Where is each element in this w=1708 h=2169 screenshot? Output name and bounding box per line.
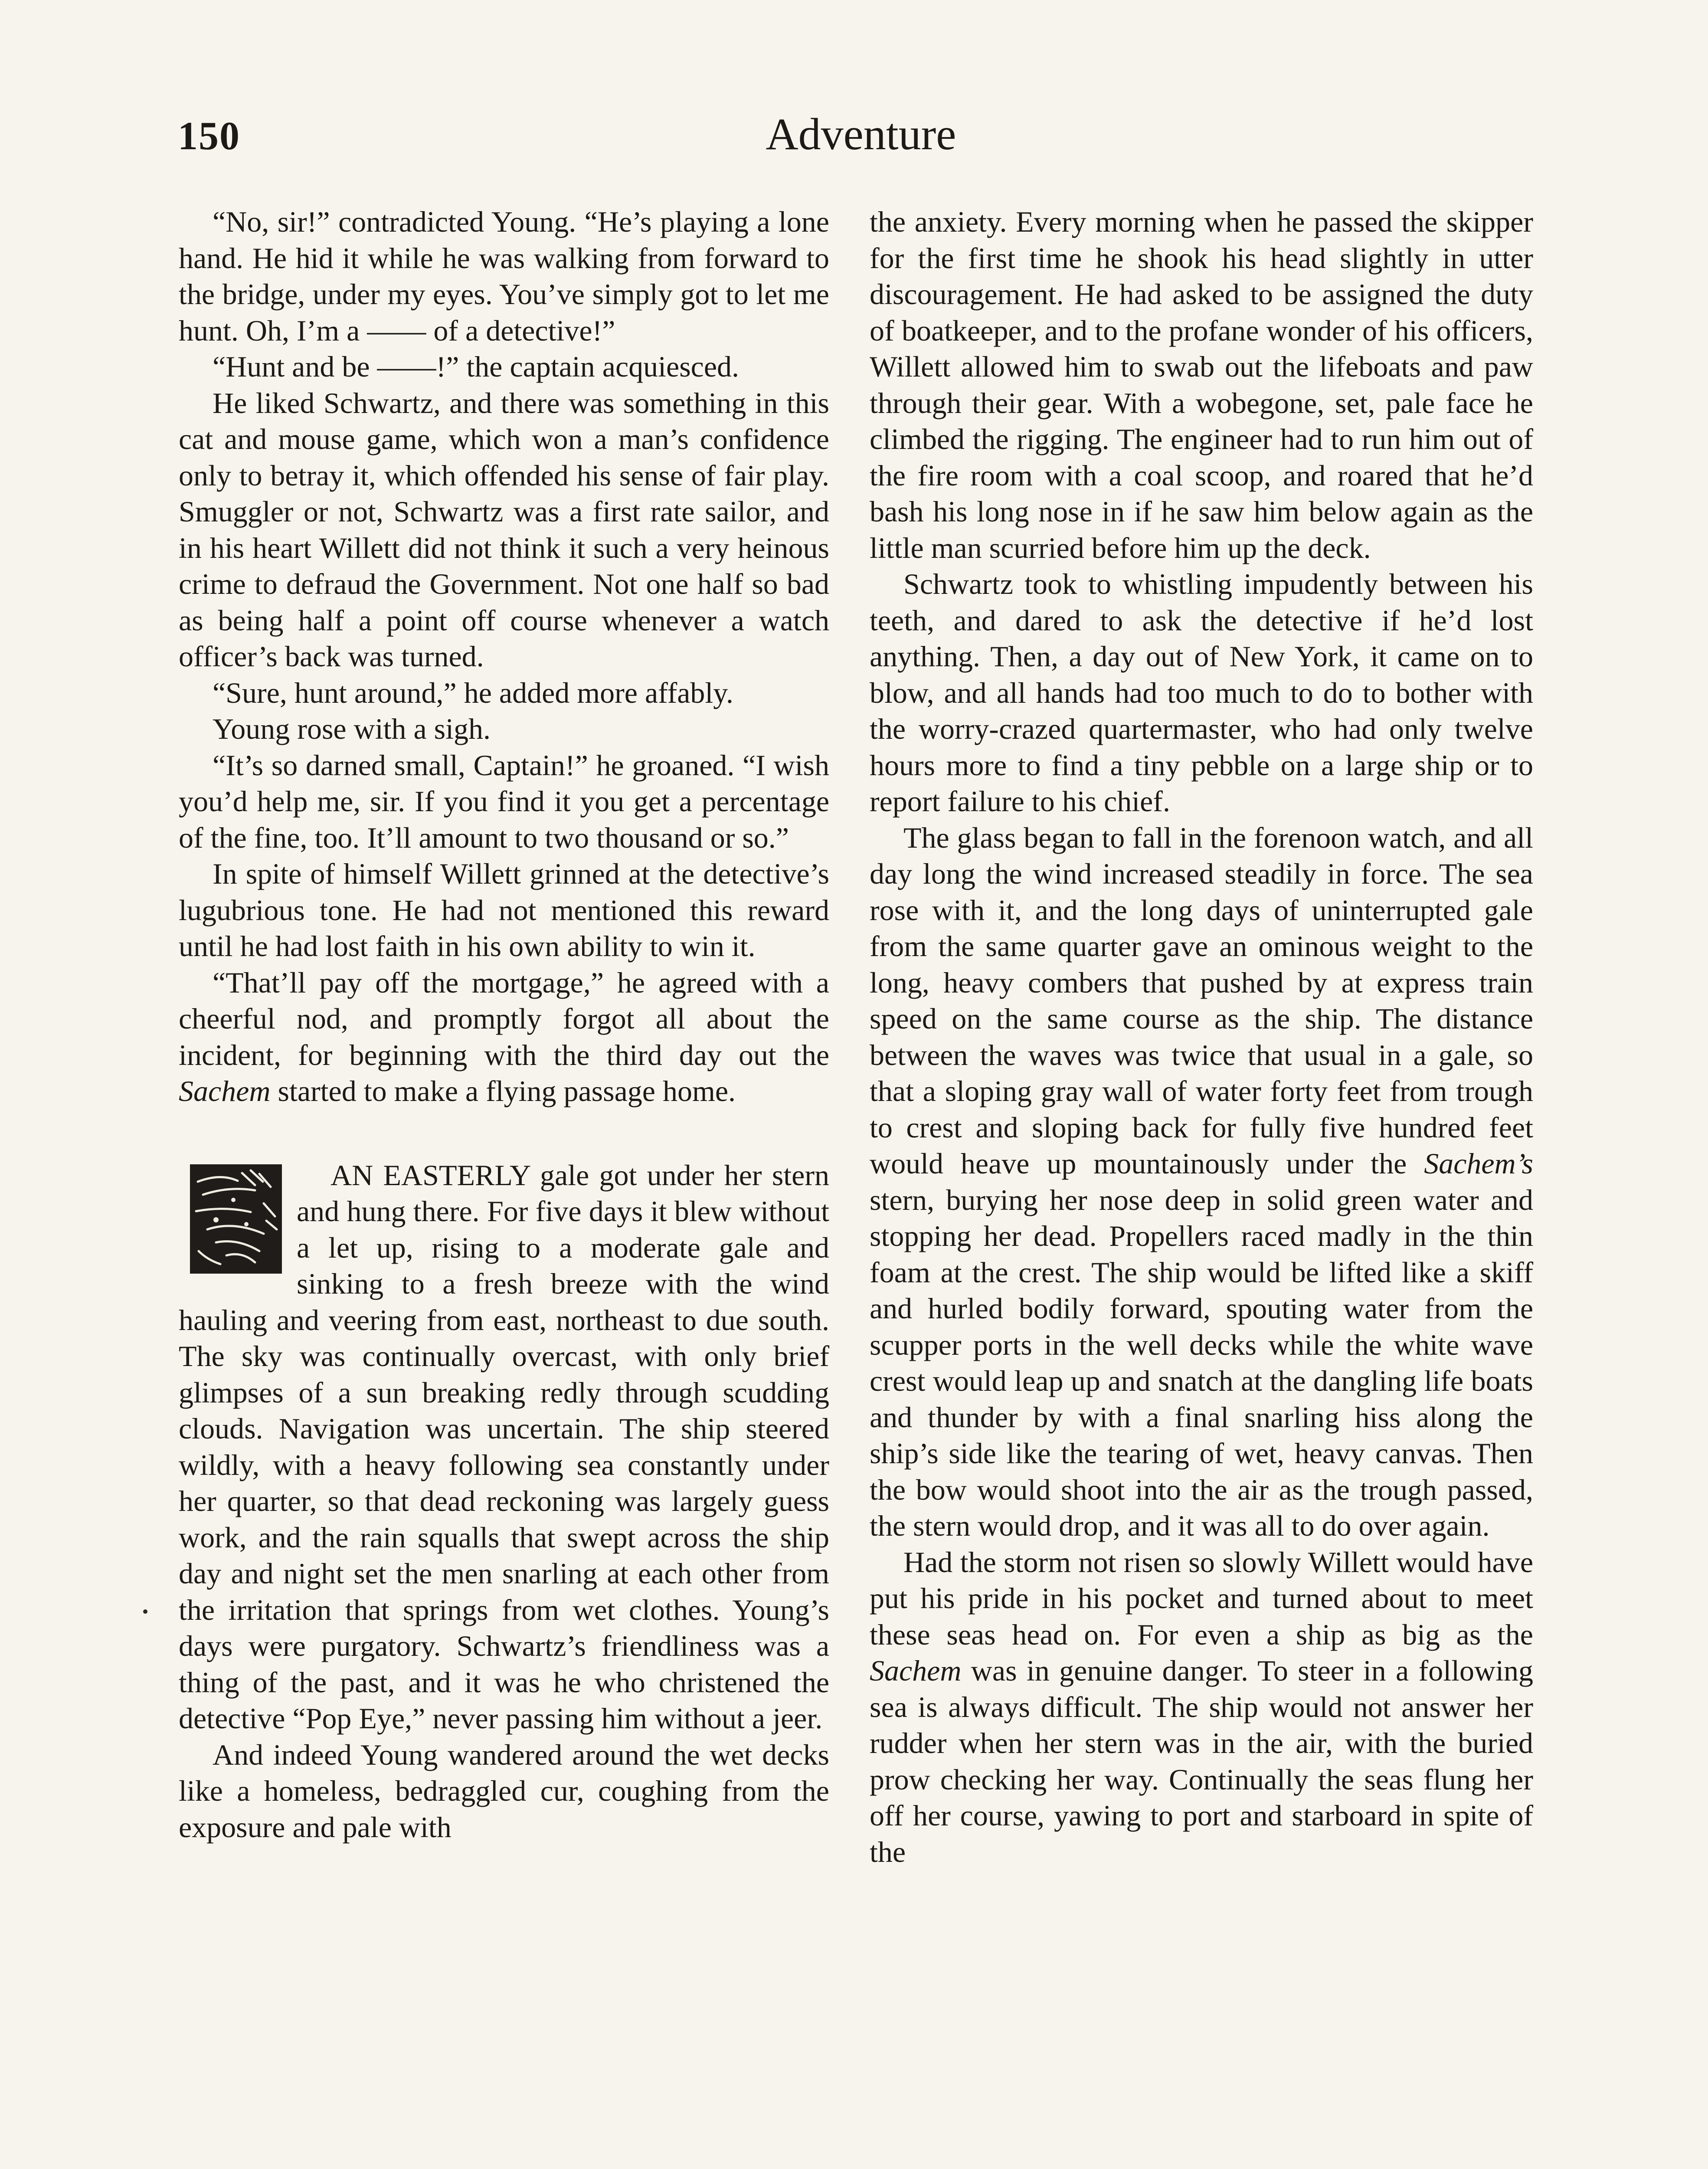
paragraph xyxy=(870,820,1533,1544)
right-column xyxy=(870,204,1533,1870)
paragraph: And indeed Young wandered around the wet decks like a homeless, bedraggled cur, coughing from the exposure and pale with xyxy=(179,1738,829,1844)
woodcut-ornament-icon xyxy=(190,1164,282,1274)
paragraph xyxy=(179,965,829,1110)
page-number: 150 xyxy=(178,114,240,158)
text-run: The glass began to fall in the forenoon watch, and all day long the wind increased steadily in force. The sea rose with it, and the long days of uninterrupted gale from the same quarter gave an ominous weight to the long, heavy combers that pushed by at express train speed on the same course as the ship. The distance between the waves was twice that usual in a gale, so that a sloping gray wall of water forty feet from trough to crest and sloping back for fully five hundred feet would heave up mountainously under the xyxy=(870,821,1533,1180)
section-break xyxy=(179,1110,829,1157)
paragraph: “Sure, hunt around,” he added more affably. xyxy=(213,676,733,709)
text-run: Had the storm not risen so slowly Willett would have put his pride in his pocket and turned about to meet these seas head on. For even a ship as big as the xyxy=(870,1545,1533,1651)
ship-name: Sachem xyxy=(870,1654,962,1687)
section-opening xyxy=(179,1157,829,1737)
text-run: started to make a flying passage home. xyxy=(270,1075,736,1107)
paragraph: He liked Schwartz, and there was something in this cat and mouse game, which won a man’s confidence only to betray it, which offended his sense of fair play. Smuggler or not, Schwartz was a first rate sailor, and in his heart Willett did not think it such a very heinous crime to defraud the Government. Not one half so bad as being half a point off course whenever a watch officer’s back was turned. xyxy=(179,386,829,673)
ship-name: Sachem’s xyxy=(1424,1147,1533,1180)
paragraph xyxy=(870,1544,1533,1871)
text-run: “That’ll pay off the mortgage,” he agreed with a cheerful nod, and promptly forgot all about the incident, for beginning with the third day out the xyxy=(179,966,829,1071)
paragraph: Young rose with a sigh. xyxy=(213,712,491,745)
text-run: was in genuine danger. To steer in a following sea is always difficult. The ship would not answer her rudder when her stern was in the air, with the buried prow checking her way. Continually the seas flung her off her course, yawing to port and starboard in spite of the xyxy=(870,1654,1533,1868)
left-column xyxy=(179,204,829,1845)
paragraph: the anxiety. Every morning when he passed the skipper for the first time he shook his head slightly in utter discouragement. He had asked to be assigned the duty of boatkeeper, and to the profane wonder of his officers, Willett allowed him to swab out the lifeboats and paw through their gear. With a wobegone, set, pale face he climbed the rigging. The engineer had to run him out of the fire room with a coal scoop, and roared that he’d bash his long nose in if he saw him below again as the little man scurried before him up the deck. xyxy=(870,205,1533,564)
paragraph: AN EASTERLY gale got under her stern and hung there. For five days it blew without a let up, rising to a moderate gale and sinking to a fresh breeze with the wind hauling and veering from east, northeast to due south. The sky was continually overcast, with only brief glimpses of a sun breaking redly through scudding clouds. Navigation was uncertain. The ship steered wildly, with a heavy following sea constantly under her quarter, so that dead reckoning was largely guess work, and the rain squalls that swept across the ship day and night set the men snarling at each other from the irritation that springs from wet clothes. Young’s days were purgatory. Schwartz’s friendliness was a thing of the past, and it was he who christened the detective “Pop Eye,” never passing him without a jeer. xyxy=(179,1158,829,1735)
paragraph: “No, sir!” contradicted Young. “He’s playing a lone hand. He hid it while he was walking from forward to the bridge, under my eyes. You’ve simply got to let me hunt. Oh, I’m a —— of a detective!” xyxy=(179,205,829,347)
paragraph: “It’s so darned small, Captain!” he groaned. “I wish you’d help me, sir. If you find it you get a percentage of the fine, too. It’ll amount to two thousand or so.” xyxy=(179,748,829,854)
paragraph: Schwartz took to whistling impudently between his teeth, and dared to ask the detective if he’d lost anything. Then, a day out of New York, it came on to blow, and all hands had too much to do to bother with the worry-crazed quartermaster, who had only twelve hours more to find a tiny pebble on a large ship or to report failure to his chief. xyxy=(870,567,1533,818)
ship-name: Sachem xyxy=(179,1075,271,1107)
paragraph: In spite of himself Willett grinned at the detective’s lugubrious tone. He had not mentioned this reward until he had lost faith in his own ability to win it. xyxy=(179,857,829,963)
text-run: stern, burying her nose deep in solid green water and stopping her dead. Propellers raced madly in the thin foam at the crest. The ship would be lifted like a skiff and hurled bodily forward, spouting water from the scupper ports in the well decks while the white wave crest would leap up and snatch at the dangling life boats and thunder by with a final snarling hiss along the ship’s side like the tearing of wet, heavy canvas. Then the bow would shoot into the air as the trough passed, the stern would drop, and it was all to do over again. xyxy=(870,1183,1533,1542)
running-title: Adventure xyxy=(766,109,956,159)
paragraph: “Hunt and be ——!” the captain acquiesced. xyxy=(213,350,739,383)
print-speck xyxy=(143,1609,147,1614)
page-header xyxy=(178,108,1544,178)
